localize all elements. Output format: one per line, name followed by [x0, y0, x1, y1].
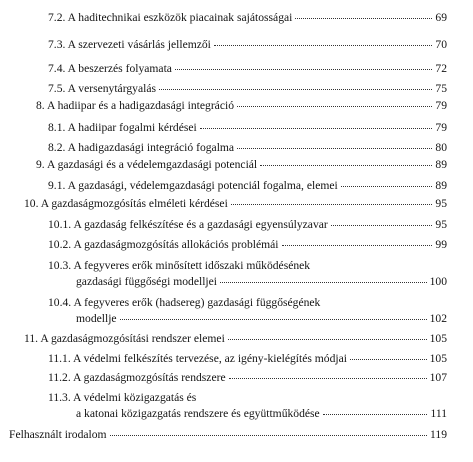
leader-dots — [220, 282, 427, 283]
toc-entry-bibliography[interactable] — [9, 427, 447, 443]
toc-entry-title: 7.2. A haditechnikai eszközök piacainak sajátosságai — [48, 11, 293, 24]
toc-entry-title: Felhasznált irodalom — [9, 428, 107, 441]
toc-entry-7-5[interactable] — [48, 81, 447, 97]
toc-entry-title: 11.2. A gazdaságmozgósítás rendszere — [48, 371, 226, 384]
leader-dots — [228, 339, 427, 340]
toc-page-number: 69 — [435, 11, 447, 24]
toc-entry-chapter-11[interactable] — [24, 331, 447, 347]
toc-page-number: 70 — [435, 38, 447, 51]
toc-entry-chapter-10[interactable] — [24, 196, 447, 212]
toc-entry-title: 11.1. A védelmi felkészítés tervezése, az igény-kielégítés módjai — [48, 352, 347, 365]
toc-entry-9-1[interactable] — [48, 178, 447, 194]
leader-dots — [110, 435, 427, 436]
toc-entry-title-line1: 10.3. A fegyveres erők minősített időszaki működésének — [48, 259, 311, 272]
toc-entry-title: 10.2. A gazdaságmozgósítás allokációs problémái — [48, 238, 279, 251]
leader-dots — [350, 359, 427, 360]
toc-entry-8-2[interactable] — [48, 140, 447, 156]
toc-entry-title: 10. A gazdaságmozgósítás elméleti kérdései — [24, 197, 228, 210]
leader-dots — [331, 225, 433, 226]
toc-entry-7-2[interactable] — [48, 10, 447, 26]
leader-dots — [120, 319, 427, 320]
toc-page-number: 111 — [430, 407, 447, 420]
toc-page-number: 100 — [429, 275, 447, 288]
toc-page-number: 72 — [435, 62, 447, 75]
leader-dots — [237, 148, 432, 149]
toc-entry-title: gazdasági függőségi modelljei — [76, 275, 218, 288]
leader-dots — [295, 18, 432, 19]
toc-entry-title: 7.3. A szervezeti vásárlás jellemzői — [48, 38, 211, 51]
toc-page-number: 89 — [435, 158, 447, 171]
toc-entry-title: 8. A hadiipar és a hadigazdasági integráció — [36, 99, 234, 112]
toc-entry-7-3[interactable] — [48, 37, 447, 53]
toc-page-number: 105 — [429, 352, 447, 365]
toc-page-number: 102 — [429, 312, 447, 325]
toc-page-number: 99 — [435, 238, 447, 251]
toc-page-number: 79 — [435, 121, 447, 134]
leader-dots — [260, 165, 432, 166]
toc-page-number: 89 — [435, 179, 447, 192]
toc-page-number: 95 — [435, 197, 447, 210]
leader-dots — [214, 45, 433, 46]
toc-entry-title: a katonai közigazgatás rendszere és együttműködése — [76, 407, 320, 420]
toc-page-number: 80 — [435, 141, 447, 154]
toc-entry-title: 7.4. A beszerzés folyamata — [48, 62, 172, 75]
leader-dots — [323, 414, 428, 415]
toc-entry-11-1[interactable] — [48, 351, 447, 367]
leader-dots — [200, 128, 433, 129]
toc-page-number: 75 — [435, 82, 447, 95]
toc-entry-10-1[interactable] — [48, 217, 447, 233]
toc-entry-title: modellje — [76, 312, 117, 325]
toc-entry-8-1[interactable] — [48, 120, 447, 136]
leader-dots — [159, 89, 432, 90]
toc-entry-11-2[interactable] — [48, 370, 447, 386]
toc-page-number: 79 — [435, 99, 447, 112]
toc-entry-chapter-8[interactable] — [36, 98, 447, 114]
toc-entry-title: 9.1. A gazdasági, védelemgazdasági potenciál fogalma, elemei — [48, 179, 338, 192]
toc-entry-title: 11. A gazdaságmozgósítási rendszer elemei — [24, 332, 225, 345]
leader-dots — [341, 186, 433, 187]
toc-entry-10-2[interactable] — [48, 237, 447, 253]
toc-page-number: 107 — [429, 371, 447, 384]
toc-page-number: 105 — [429, 332, 447, 345]
toc-entry-11-3[interactable] — [48, 390, 447, 422]
toc-entry-title: 10.1. A gazdaság felkészítése és a gazdasági egyensúlyzavar — [48, 218, 328, 231]
leader-dots — [229, 378, 427, 379]
toc-entry-10-4[interactable] — [48, 295, 447, 327]
leader-dots — [237, 106, 432, 107]
toc-entry-title: 7.5. A versenytárgyalás — [48, 82, 156, 95]
toc-entry-title-line1: 10.4. A fegyveres erők (hadsereg) gazdasági függőségének — [48, 296, 321, 309]
toc-entry-10-3[interactable] — [48, 258, 447, 290]
toc-entry-chapter-9[interactable] — [36, 157, 447, 173]
toc-entry-title: 9. A gazdasági és a védelemgazdasági potenciál — [36, 158, 258, 171]
leader-dots — [282, 245, 433, 246]
toc-entry-title: 8.2. A hadigazdasági integráció fogalma — [48, 141, 235, 154]
toc-page-number: 95 — [435, 218, 447, 231]
toc-entry-title: 8.1. A hadiipar fogalmi kérdései — [48, 121, 197, 134]
toc-page-number: 119 — [430, 428, 447, 441]
toc-entry-title-line1: 11.3. A védelmi közigazgatás és — [48, 391, 197, 404]
leader-dots — [231, 204, 433, 205]
toc-entry-7-4[interactable] — [48, 61, 447, 77]
leader-dots — [175, 69, 432, 70]
